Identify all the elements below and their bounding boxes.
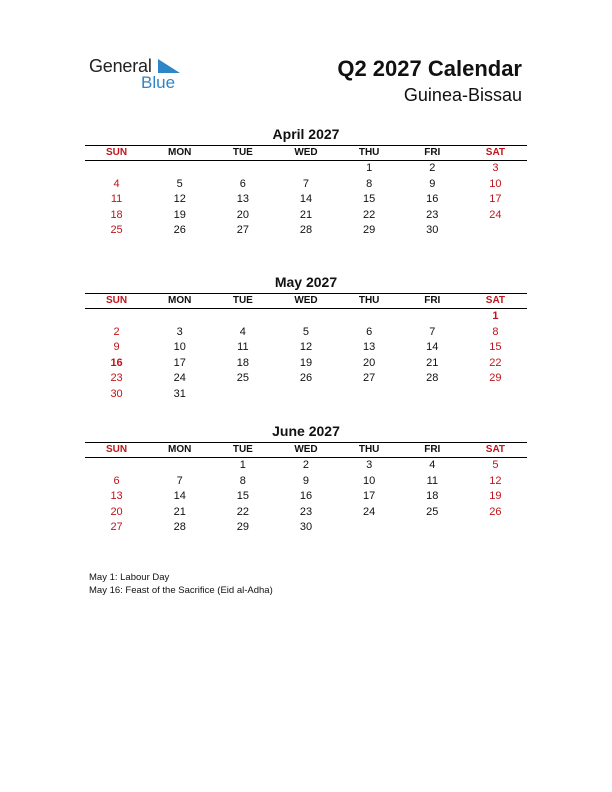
day-cell: 7 <box>302 177 310 190</box>
day-cell: 20 <box>236 208 249 221</box>
week-row <box>85 223 527 239</box>
day-cell: 2 <box>302 459 310 471</box>
day-cell: 1 <box>366 162 373 174</box>
day-cell: 28 <box>173 521 186 533</box>
day-cell: 27 <box>236 224 249 236</box>
day-cell <box>338 387 401 403</box>
day-cell <box>401 309 464 325</box>
day-cell <box>274 309 337 325</box>
weekday-label: WED <box>294 147 318 158</box>
day-cell <box>148 309 211 325</box>
day-cell: 11 <box>237 341 249 353</box>
month-name: April 2027 <box>272 126 340 142</box>
day-cell <box>338 309 401 325</box>
page-title: Q2 2027 Calendar <box>337 56 522 81</box>
weekday-label: TUE <box>232 147 253 158</box>
day-cell: 27 <box>363 372 376 384</box>
day-cell: 4 <box>429 459 436 471</box>
day-cell <box>148 458 211 474</box>
day-cell: 12 <box>299 341 313 353</box>
day-cell: 18 <box>236 356 249 369</box>
day-cell: 17 <box>489 193 502 205</box>
day-cell: 5 <box>176 177 183 190</box>
weekday-label: SUN <box>106 295 128 306</box>
day-cell: 15 <box>489 341 502 353</box>
day-cell <box>401 520 464 536</box>
brand-name-blue: Blue <box>141 73 176 92</box>
holiday-notes <box>89 571 273 597</box>
week-row <box>85 208 527 224</box>
day-cell: 10 <box>363 474 376 487</box>
day-cell: 17 <box>173 356 186 369</box>
weekday-label: MON <box>168 295 192 306</box>
day-cell: 13 <box>236 193 249 205</box>
day-cell: 7 <box>176 474 183 487</box>
brand-logo <box>89 56 189 96</box>
day-cell: 13 <box>110 490 123 502</box>
day-cell: 19 <box>489 490 502 502</box>
day-cell: 16 <box>299 490 313 502</box>
day-cell: 28 <box>299 224 313 236</box>
day-cell: 18 <box>110 208 123 221</box>
day-cell <box>211 387 274 403</box>
day-cell: 20 <box>110 505 123 518</box>
day-cell: 23 <box>299 505 313 518</box>
day-cell: 23 <box>110 372 123 384</box>
week-row <box>85 387 527 403</box>
day-cell <box>85 161 148 177</box>
day-cell: 21 <box>173 505 186 518</box>
weekday-label: THU <box>358 444 380 455</box>
weekday-label: SAT <box>485 295 506 306</box>
day-cell <box>85 309 148 325</box>
day-cell: 8 <box>492 325 499 338</box>
day-cell: 22 <box>489 356 502 369</box>
holiday-note: May 16: Feast of the Sacrifice (Eid al-Adha) <box>89 585 273 596</box>
month-calendar-june <box>85 423 527 536</box>
day-cell: 8 <box>239 474 246 487</box>
weekday-label: SAT <box>485 147 506 158</box>
day-cell: 14 <box>173 490 186 502</box>
week-row <box>85 520 527 536</box>
day-cell <box>464 520 527 536</box>
day-cell: 21 <box>426 356 439 369</box>
week-row <box>85 340 527 356</box>
day-cell: 11 <box>110 193 123 205</box>
brand-name-general: General <box>89 56 152 76</box>
day-cell: 3 <box>176 325 183 338</box>
day-cell: 13 <box>363 341 376 353</box>
day-cell: 26 <box>489 505 502 518</box>
weekday-label: SUN <box>106 147 128 158</box>
weekday-label: MON <box>168 147 192 158</box>
day-cell <box>274 387 337 403</box>
day-cell: 3 <box>366 459 373 471</box>
day-cell: 22 <box>363 208 376 221</box>
week-row <box>85 505 527 521</box>
day-cell: 3 <box>492 162 499 174</box>
week-row <box>85 489 527 505</box>
weekday-label: SUN <box>106 444 128 455</box>
day-cell: 14 <box>299 193 313 205</box>
day-cell: 29 <box>363 224 376 236</box>
weekday-label: THU <box>358 295 380 306</box>
day-cell: 18 <box>426 490 439 502</box>
week-row <box>85 161 527 177</box>
day-cell: 20 <box>363 356 376 369</box>
weekday-header-row <box>85 145 527 161</box>
day-cell: 14 <box>426 341 439 353</box>
day-cell: 2 <box>429 162 436 174</box>
weekday-label: MON <box>168 444 192 455</box>
page-subtitle: Guinea-Bissau <box>403 85 522 105</box>
day-cell: 22 <box>236 505 249 518</box>
day-cell: 1 <box>239 459 246 471</box>
weekday-header-row <box>85 442 527 458</box>
week-row <box>85 371 527 387</box>
day-cell: 12 <box>489 474 502 487</box>
day-cell: 21 <box>299 208 313 221</box>
day-cell <box>85 458 148 474</box>
day-cell: 30 <box>299 521 313 533</box>
holiday-day-cell: 16 <box>110 356 123 369</box>
week-row <box>85 309 527 325</box>
day-cell: 6 <box>239 177 246 190</box>
weekday-label: TUE <box>232 444 253 455</box>
day-cell: 10 <box>173 341 186 353</box>
day-cell: 25 <box>426 505 439 518</box>
day-cell: 11 <box>426 474 438 487</box>
brand-triangle-icon <box>158 59 180 73</box>
day-cell: 25 <box>110 224 123 236</box>
day-cell <box>464 223 527 239</box>
day-cell: 6 <box>366 325 373 338</box>
day-cell: 25 <box>236 372 249 384</box>
week-row <box>85 325 527 341</box>
weekday-label: WED <box>294 295 318 306</box>
day-cell: 26 <box>299 372 313 384</box>
week-row <box>85 458 527 474</box>
day-cell: 7 <box>429 325 436 338</box>
day-cell: 26 <box>173 224 186 236</box>
day-cell: 29 <box>236 521 249 533</box>
day-cell: 15 <box>236 490 249 502</box>
weekday-label: WED <box>294 444 318 455</box>
weekday-label: FRI <box>424 444 441 455</box>
day-cell <box>148 161 211 177</box>
day-cell: 16 <box>426 193 439 205</box>
day-cell: 30 <box>426 224 439 236</box>
week-row <box>85 192 527 208</box>
day-cell: 29 <box>489 372 502 384</box>
day-cell: 23 <box>426 208 439 221</box>
weekday-label: TUE <box>232 295 253 306</box>
day-cell: 15 <box>363 193 376 205</box>
day-cell <box>211 309 274 325</box>
day-cell: 10 <box>489 177 502 190</box>
day-cell: 19 <box>173 208 186 221</box>
day-cell: 24 <box>363 505 376 518</box>
day-cell: 9 <box>302 474 310 487</box>
day-cell <box>401 387 464 403</box>
month-calendar-may <box>85 274 527 402</box>
day-cell: 5 <box>492 459 499 471</box>
weekday-label: THU <box>358 147 380 158</box>
day-cell <box>274 161 337 177</box>
week-row <box>85 356 527 372</box>
day-cell: 19 <box>299 356 313 369</box>
day-cell <box>211 161 274 177</box>
day-cell: 2 <box>113 325 120 338</box>
day-cell: 5 <box>302 325 310 338</box>
week-row <box>85 177 527 193</box>
month-calendar-april <box>85 126 527 239</box>
day-cell: 28 <box>426 372 439 384</box>
day-cell: 17 <box>363 490 376 502</box>
day-cell: 24 <box>173 372 186 384</box>
day-cell: 9 <box>429 177 436 190</box>
day-cell <box>464 387 527 403</box>
day-cell: 8 <box>366 177 373 190</box>
month-name: June 2027 <box>272 423 340 439</box>
day-cell: 6 <box>113 474 120 487</box>
weekday-label: FRI <box>424 295 441 306</box>
weekday-label: SAT <box>485 444 506 455</box>
day-cell: 12 <box>173 193 186 205</box>
day-cell <box>338 520 401 536</box>
week-row <box>85 474 527 490</box>
day-cell: 27 <box>110 521 123 533</box>
day-cell: 31 <box>173 387 186 400</box>
day-cell: 30 <box>110 387 123 400</box>
holiday-day-cell: 1 <box>492 310 499 322</box>
weekday-label: FRI <box>424 147 441 158</box>
day-cell: 9 <box>113 341 120 353</box>
weekday-header-row <box>85 293 527 309</box>
day-cell: 4 <box>113 177 120 190</box>
month-name: May 2027 <box>274 274 338 290</box>
holiday-note: May 1: Labour Day <box>89 572 170 583</box>
day-cell: 4 <box>239 325 246 338</box>
day-cell: 24 <box>489 208 502 221</box>
